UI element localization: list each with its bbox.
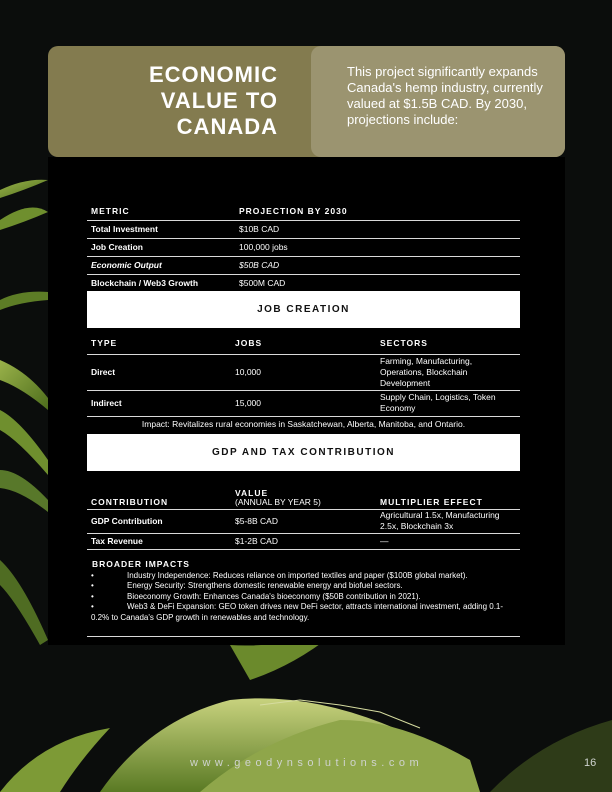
contribution-cell: GDP Contribution (87, 509, 231, 533)
job-creation-banner: JOB CREATION (87, 291, 520, 328)
value-cell: $5-8B CAD (231, 509, 376, 533)
value-cell: $500M CAD (239, 278, 286, 289)
gdp-banner: GDP AND TAX CONTRIBUTION (87, 434, 520, 471)
table-row (87, 509, 520, 533)
broader-impacts-list (91, 571, 521, 623)
intro-text: This project significantly expands Canada's hemp industry, currently valued at $1.5B CAD. By 2030, projections include: (347, 64, 543, 127)
table-header: JOBS (231, 333, 376, 354)
divider (87, 636, 520, 637)
table-header: PROJECTION BY 2030 (235, 203, 520, 220)
table-header: MULTIPLIER EFFECT (376, 481, 520, 509)
title-line: VALUE TO (160, 88, 278, 113)
bullet: • (91, 571, 94, 580)
contribution-cell: Tax Revenue (87, 533, 231, 549)
impact-text: Industry Independence: Reduces reliance on imported textiles and paper ($100B global market). (127, 571, 468, 580)
type-cell: Indirect (87, 390, 231, 416)
value-header: VALUE (235, 487, 269, 498)
value-cell: $50B CAD (235, 256, 520, 274)
table-header: SECTORS (376, 333, 520, 354)
page-number: 16 (584, 757, 597, 769)
jobs-cell: 15,000 (231, 390, 376, 416)
table-row (87, 220, 520, 238)
value-cell: $10B CAD (235, 220, 520, 238)
table-row (87, 274, 520, 292)
table-row (87, 256, 520, 274)
metric-cell: Economic Output (87, 256, 235, 274)
bullet: • (91, 602, 94, 612)
title-line: CANADA (176, 114, 278, 139)
table-header: CONTRIBUTION (87, 481, 231, 509)
bullet: • (91, 581, 94, 591)
table-row (87, 238, 520, 256)
table-header (231, 481, 376, 509)
bullet: • (91, 591, 94, 601)
multiplier-cell: Agricultural 1.5x, Manufacturing 2.5x, Blockchain 3x (376, 509, 520, 533)
sectors-cell: Farming, Manufacturing, Operations, Blockchain Development (376, 354, 520, 390)
list-item (91, 602, 521, 623)
impact-text: Energy Security: Strengthens domestic renewable energy and biofuel sectors. (127, 581, 403, 591)
title-line: ECONOMIC (149, 62, 278, 87)
impact-text: Web3 & DeFi Expansion: GEO token drives new DeFi sector, attracts international investment, adding 0.1-0.2% to Canada's GDP growth in renewables and technology. (91, 602, 504, 622)
metric-cell: Blockchain / Web3 Growth (91, 278, 199, 289)
page-title (70, 62, 278, 140)
list-item (91, 592, 521, 602)
table-row (87, 354, 520, 390)
table-header: METRIC (87, 203, 235, 220)
value-cell: 100,000 jobs (235, 238, 520, 256)
table-row (87, 390, 520, 416)
impact-text: Bioeconomy Growth: Enhances Canada's bioeconomy ($50B contribution in 2021). (127, 591, 421, 601)
value-cell: $1-2B CAD (231, 533, 376, 549)
metric-cell: Job Creation (87, 238, 235, 256)
list-item (91, 581, 521, 591)
table-header: TYPE (87, 333, 231, 354)
gdp-table (87, 481, 520, 550)
multiplier-cell: — (376, 533, 520, 549)
job-creation-table (87, 333, 520, 417)
sectors-cell: Supply Chain, Logistics, Token Economy (376, 390, 520, 416)
broader-impacts-title: BROADER IMPACTS (92, 559, 190, 569)
table-row (87, 533, 520, 549)
metric-cell: Total Investment (87, 220, 235, 238)
type-cell: Direct (87, 354, 231, 390)
jobs-cell: 10,000 (231, 354, 376, 390)
impact-note: Impact: Revitalizes rural economies in Saskatchewan, Alberta, Manitoba, and Ontario. (141, 419, 466, 429)
projection-table (87, 203, 520, 292)
value-subheader: (ANNUAL BY YEAR 5) (235, 496, 321, 507)
website-link[interactable]: www.geodynsolutions.com (190, 757, 424, 769)
list-item (91, 571, 521, 581)
